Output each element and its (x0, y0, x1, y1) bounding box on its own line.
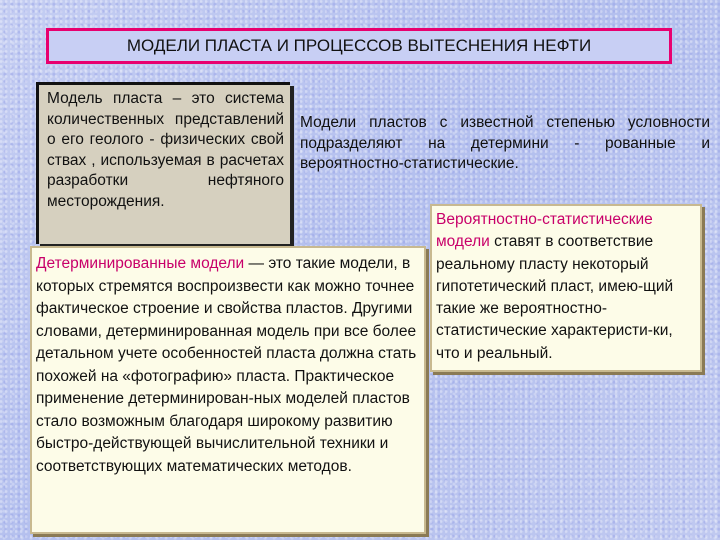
model-classes-text: Модели пластов с известной степенью условности подразделяют на детермини - рованные и вероятностно-статистические. (300, 114, 710, 172)
slide-title: МОДЕЛИ ПЛАСТА И ПРОЦЕССОВ ВЫТЕСНЕНИЯ НЕФТИ (126, 36, 592, 55)
deterministic-models-box (30, 246, 426, 534)
probabilistic-text: ставят в соответствие реальному пласту некоторый гипотетический пласт, имею-щий такие же вероятностно-статистические характеристи-ки, что и реальный. (436, 233, 674, 362)
deterministic-text: — это такие модели, в которых стремятся воспроизвести как можно точнее фактическое строение и свойства пластов. Другими словами, детерминированная модель при все более детальном учете особенностей пласта должна стать похожей на «фотографию» пласта. Практическое применение детерминирован-ных моделей пластов стало возможным благодаря широкому развитию быстро-действующей вычислительной техники и соответствующих математических методов. (36, 255, 417, 475)
deterministic-term: Детерминированные модели (36, 255, 245, 272)
probabilistic-models-box (430, 204, 702, 372)
definition-box (36, 82, 290, 244)
probabilistic-term: Вероятностно-статистические модели (436, 211, 653, 251)
definition-text: Модель пласта – это система количественных представлений о его геолого - физических свой ствах , используемая в расчетах разработки нефтяного месторождения. (47, 90, 284, 210)
slide-title-box (46, 28, 672, 64)
